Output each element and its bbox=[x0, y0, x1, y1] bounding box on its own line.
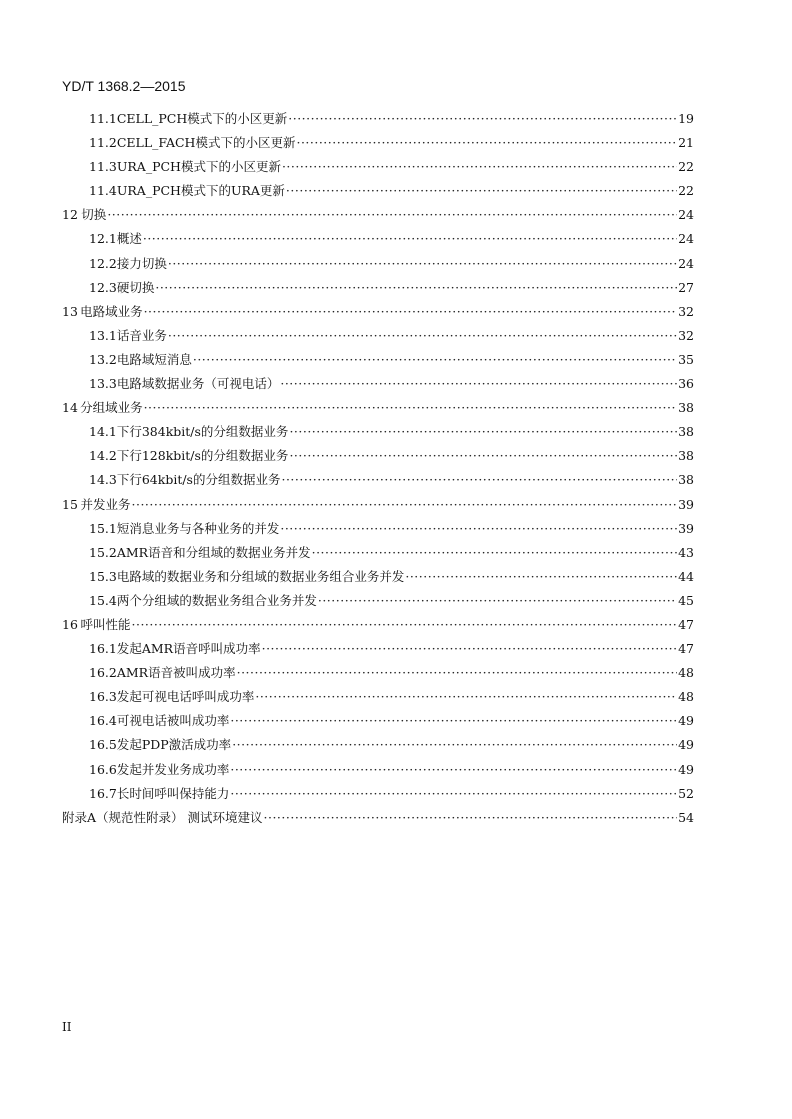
dot-leader bbox=[230, 782, 677, 806]
toc-entry[interactable] bbox=[62, 806, 694, 830]
toc-entry-number: 15.2 bbox=[89, 544, 117, 560]
table-of-contents bbox=[62, 107, 694, 830]
toc-entry[interactable] bbox=[62, 517, 694, 541]
toc-entry[interactable] bbox=[62, 179, 694, 203]
dot-leader bbox=[230, 758, 677, 782]
toc-entry-title: 发起可视电话呼叫成功率 bbox=[116, 689, 255, 705]
toc-entry-number: 11.2 bbox=[89, 135, 117, 151]
toc-entry[interactable] bbox=[62, 372, 694, 396]
dot-leader bbox=[312, 541, 678, 565]
toc-entry-title: 电路域业务 bbox=[80, 303, 143, 319]
toc-entry[interactable] bbox=[62, 758, 694, 782]
dot-leader bbox=[286, 179, 677, 203]
toc-entry-number: 14.1 bbox=[89, 424, 117, 440]
toc-entry[interactable] bbox=[62, 155, 694, 179]
toc-entry-number: 16.5 bbox=[89, 737, 117, 753]
toc-entry[interactable] bbox=[62, 203, 694, 227]
toc-entry-number: 16 bbox=[62, 616, 78, 632]
toc-entry-title: 短消息业务与各种业务的并发 bbox=[116, 520, 280, 536]
dot-leader bbox=[318, 589, 677, 613]
dot-leader bbox=[155, 276, 677, 300]
toc-entry[interactable] bbox=[62, 468, 694, 492]
toc-entry-title: 电路域数据业务（可视电话） bbox=[116, 376, 280, 392]
toc-entry-page: 27 bbox=[678, 279, 694, 295]
toc-entry-page: 24 bbox=[678, 207, 694, 223]
toc-entry-page: 19 bbox=[678, 111, 694, 126]
toc-entry-number: 11.1 bbox=[89, 111, 117, 126]
toc-entry-number: 15.1 bbox=[89, 520, 117, 536]
toc-entry-title: 概述 bbox=[116, 231, 142, 247]
toc-entry[interactable] bbox=[62, 396, 694, 420]
toc-entry[interactable] bbox=[62, 782, 694, 806]
toc-entry[interactable] bbox=[62, 300, 694, 324]
toc-entry-number: 11.4 bbox=[89, 183, 117, 199]
toc-entry-page: 47 bbox=[678, 616, 694, 632]
toc-entry[interactable] bbox=[62, 661, 694, 685]
toc-entry-number: 15.4 bbox=[89, 592, 117, 608]
toc-entry-number: 16.4 bbox=[89, 713, 117, 729]
toc-entry[interactable] bbox=[62, 324, 694, 348]
toc-entry-page: 35 bbox=[678, 351, 694, 367]
toc-entry[interactable] bbox=[62, 541, 694, 565]
dot-leader bbox=[144, 300, 678, 324]
toc-entry[interactable] bbox=[62, 252, 694, 276]
toc-entry[interactable] bbox=[62, 348, 694, 372]
toc-entry-page: 52 bbox=[678, 785, 694, 801]
toc-entry-title: 下行64kbit/s的分组数据业务 bbox=[116, 472, 281, 488]
toc-entry-page: 48 bbox=[678, 689, 694, 705]
toc-entry-page: 22 bbox=[678, 159, 694, 175]
toc-entry[interactable] bbox=[62, 685, 694, 709]
dot-leader bbox=[282, 155, 677, 179]
toc-entry-number: 12 bbox=[62, 207, 78, 223]
toc-entry-page: 39 bbox=[678, 520, 694, 536]
toc-entry-page: 49 bbox=[678, 761, 694, 777]
toc-entry-page: 44 bbox=[678, 568, 694, 584]
dot-leader bbox=[168, 252, 677, 276]
dot-leader bbox=[168, 324, 677, 348]
dot-leader bbox=[280, 372, 677, 396]
dot-leader bbox=[132, 493, 678, 517]
toc-entry[interactable] bbox=[62, 227, 694, 251]
toc-entry-page: 32 bbox=[678, 303, 694, 319]
toc-entry-page: 49 bbox=[678, 737, 694, 753]
toc-entry-number: 13.3 bbox=[89, 376, 117, 392]
toc-entry-title: 可视电话被叫成功率 bbox=[116, 713, 230, 729]
toc-entry-page: 38 bbox=[678, 448, 694, 464]
toc-entry-page: 22 bbox=[678, 183, 694, 199]
toc-entry-number: 13.2 bbox=[89, 351, 117, 367]
dot-leader bbox=[132, 613, 678, 637]
toc-entry-number: 13 bbox=[62, 303, 78, 319]
toc-entry-title: URA_PCH模式下的URA更新 bbox=[116, 183, 285, 199]
toc-entry-number: 14.2 bbox=[89, 448, 117, 464]
toc-entry-page: 45 bbox=[678, 592, 694, 608]
page-number: II bbox=[62, 1020, 72, 1034]
toc-entry-page: 24 bbox=[678, 255, 694, 271]
dot-leader bbox=[255, 685, 677, 709]
toc-entry-number: 16.2 bbox=[89, 665, 117, 681]
toc-entry-page: 32 bbox=[678, 327, 694, 343]
toc-entry-number: 12.1 bbox=[89, 231, 117, 247]
toc-entry-page: 48 bbox=[678, 665, 694, 681]
toc-entry[interactable] bbox=[62, 589, 694, 613]
toc-entry-title: 并发业务 bbox=[80, 496, 131, 512]
toc-entry-number: 16.3 bbox=[89, 689, 117, 705]
toc-entry-title: 分组域业务 bbox=[80, 400, 143, 416]
dot-leader bbox=[289, 444, 677, 468]
dot-leader bbox=[107, 203, 677, 227]
toc-entry-page: 38 bbox=[678, 400, 694, 416]
toc-entry[interactable] bbox=[62, 131, 694, 155]
toc-entry-number: 12.3 bbox=[89, 279, 117, 295]
toc-entry-title: 发起AMR语音呼叫成功率 bbox=[116, 641, 261, 657]
toc-entry-number: 14 bbox=[62, 400, 78, 416]
toc-entry-page: 54 bbox=[678, 809, 694, 825]
toc-entry-number: 12.2 bbox=[89, 255, 117, 271]
dot-leader bbox=[289, 420, 677, 444]
toc-entry-title: 两个分组域的数据业务组合业务并发 bbox=[116, 592, 317, 608]
toc-entry-title: AMR语音和分组域的数据业务并发 bbox=[116, 544, 311, 560]
toc-entry[interactable] bbox=[62, 444, 694, 468]
dot-leader bbox=[143, 227, 677, 251]
toc-entry-title: 切换 bbox=[81, 207, 107, 223]
toc-entry-title: CELL_PCH模式下的小区更新 bbox=[116, 111, 288, 126]
toc-entry-number: 11.3 bbox=[89, 159, 117, 175]
toc-entry-title: URA_PCH模式下的小区更新 bbox=[116, 159, 281, 175]
dot-leader bbox=[280, 517, 677, 541]
toc-entry-title: 发起PDP激活成功率 bbox=[116, 737, 232, 753]
toc-entry-page: 38 bbox=[678, 424, 694, 440]
toc-entry-page: 21 bbox=[678, 135, 694, 151]
toc-entry-title: 硬切换 bbox=[116, 279, 155, 295]
dot-leader bbox=[281, 468, 677, 492]
dot-leader bbox=[288, 107, 677, 131]
toc-entry-number: 16.7 bbox=[89, 785, 117, 801]
toc-entry-page: 47 bbox=[678, 641, 694, 657]
document-code: YD/T 1368.2—2015 bbox=[62, 78, 186, 94]
toc-entry-number: 15 bbox=[62, 496, 78, 512]
toc-entry-title: 电路域短消息 bbox=[116, 351, 192, 367]
toc-entry[interactable] bbox=[62, 493, 694, 517]
dot-leader bbox=[262, 637, 678, 661]
toc-entry-title: 下行128kbit/s的分组数据业务 bbox=[116, 448, 289, 464]
dot-leader bbox=[296, 131, 677, 155]
dot-leader bbox=[405, 565, 677, 589]
toc-entry-page: 36 bbox=[678, 376, 694, 392]
toc-entry-page: 24 bbox=[678, 231, 694, 247]
dot-leader bbox=[264, 806, 678, 830]
toc-entry-number: 14.3 bbox=[89, 472, 117, 488]
toc-entry[interactable] bbox=[62, 420, 694, 444]
toc-entry[interactable] bbox=[62, 637, 694, 661]
toc-entry[interactable] bbox=[62, 107, 694, 131]
toc-entry-number: 13.1 bbox=[89, 327, 117, 343]
toc-entry[interactable] bbox=[62, 565, 694, 589]
toc-entry-title: 下行384kbit/s的分组数据业务 bbox=[116, 424, 289, 440]
toc-entry-title: 呼叫性能 bbox=[80, 616, 131, 632]
toc-entry-page: 49 bbox=[678, 713, 694, 729]
dot-leader bbox=[230, 709, 677, 733]
toc-entry-title: 接力切换 bbox=[116, 255, 167, 271]
toc-entry-title: 发起并发业务成功率 bbox=[116, 761, 230, 777]
toc-entry-title: CELL_FACH模式下的小区更新 bbox=[116, 135, 296, 151]
toc-entry-title: 长时间呼叫保持能力 bbox=[116, 785, 230, 801]
toc-entry-number: 16.6 bbox=[89, 761, 117, 777]
toc-entry-title: 附录A（规范性附录） 测试环境建议 bbox=[62, 809, 263, 825]
toc-entry[interactable] bbox=[62, 733, 694, 757]
toc-entry-title: 电路域的数据业务和分组域的数据业务组合业务并发 bbox=[116, 568, 405, 584]
toc-entry[interactable] bbox=[62, 613, 694, 637]
dot-leader bbox=[237, 661, 678, 685]
toc-entry-number: 15.3 bbox=[89, 568, 117, 584]
toc-entry[interactable] bbox=[62, 276, 694, 300]
toc-entry[interactable] bbox=[62, 709, 694, 733]
dot-leader bbox=[232, 733, 677, 757]
dot-leader bbox=[193, 348, 677, 372]
toc-entry-page: 38 bbox=[678, 472, 694, 488]
toc-entry-page: 43 bbox=[678, 544, 694, 560]
dot-leader bbox=[144, 396, 678, 420]
toc-entry-page: 39 bbox=[678, 496, 694, 512]
toc-entry-title: 话音业务 bbox=[116, 327, 167, 343]
toc-entry-title: AMR语音被叫成功率 bbox=[116, 665, 236, 681]
toc-entry-number: 16.1 bbox=[89, 641, 117, 657]
